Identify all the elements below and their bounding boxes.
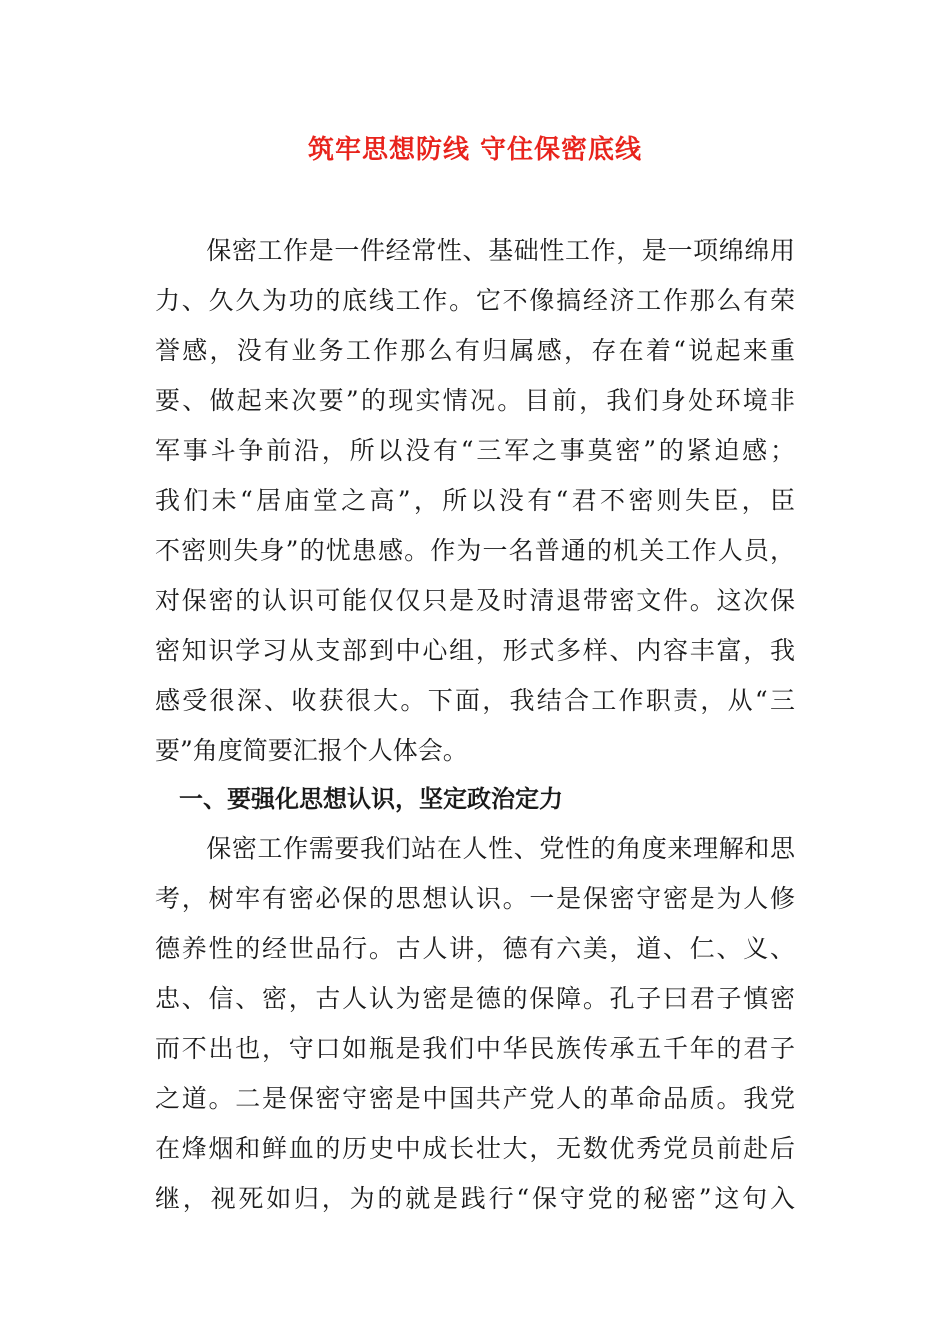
paragraph-2-line-2: 考，树牢有密必保的思想认识。一是保密守密是为人修	[155, 884, 795, 913]
paragraph-1-line-4: 要、做起来次要”的现实情况。目前，我们身处环境非	[155, 386, 795, 415]
paragraph-1-line-5: 军事斗争前沿，所以没有“三军之事莫密”的紧迫感；	[155, 436, 795, 465]
paragraph-1-line-10: 感受很深、收获很大。下面，我结合工作职责，从“三	[155, 686, 795, 715]
paragraph-1-line-2: 力、久久为功的底线工作。它不像搞经济工作那么有荣	[155, 286, 795, 315]
section-heading-1: 一、要强化思想认识，坚定政治定力	[155, 785, 563, 813]
document-title: 筑牢思想防线 守住保密底线	[307, 135, 643, 165]
paragraph-1-line-9: 密知识学习从支部到中心组，形式多样、内容丰富，我	[155, 636, 795, 665]
paragraph-2-line-6: 之道。二是保密守密是中国共产党人的革命品质。我党	[155, 1084, 795, 1113]
paragraph-1-line-11: 要”角度简要汇报个人体会。	[155, 736, 468, 765]
paragraph-1-line-6: 我们未“居庙堂之高”，所以没有“君不密则失臣，臣	[155, 486, 795, 515]
paragraph-1-line-8: 对保密的认识可能仅仅只是及时清退带密文件。这次保	[155, 586, 795, 615]
paragraph-1-line-3: 誉感，没有业务工作那么有归属感，存在着“说起来重	[155, 336, 795, 365]
paragraph-2-line-4: 忠、信、密，古人认为密是德的保障。孔子曰君子慎密	[155, 984, 795, 1013]
paragraph-1-line-7: 不密则失身”的忧患感。作为一名普通的机关工作人员，	[155, 536, 795, 565]
paragraph-1-line-1: 保密工作是一件经常性、基础性工作，是一项绵绵用	[155, 236, 795, 265]
paragraph-2-line-8: 继，视死如归，为的就是践行“保守党的秘密”这句入	[155, 1184, 795, 1213]
paragraph-2-line-7: 在烽烟和鲜血的历史中成长壮大，无数优秀党员前赴后	[155, 1134, 795, 1163]
paragraph-2-line-5: 而不出也，守口如瓶是我们中华民族传承五千年的君子	[155, 1034, 795, 1063]
paragraph-2-line-3: 德养性的经世品行。古人讲，德有六美，道、仁、义、	[155, 934, 795, 963]
paragraph-2-line-1: 保密工作需要我们站在人性、党性的角度来理解和思	[155, 834, 795, 863]
